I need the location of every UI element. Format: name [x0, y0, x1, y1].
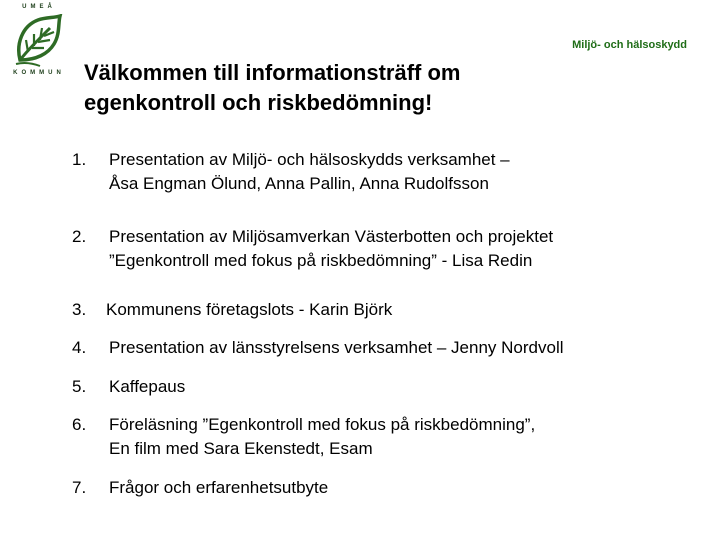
agenda-line: Åsa Engman Ölund, Anna Pallin, Anna Rudolfsson	[109, 174, 489, 193]
umea-kommun-logo	[10, 4, 68, 76]
agenda-number: 6.	[72, 415, 87, 434]
department-label: Miljö- och hälsoskydd	[572, 39, 687, 51]
logo-top-text: UMEÅ	[22, 4, 56, 10]
agenda-number: 4.	[72, 338, 87, 357]
agenda-line: Presentation av Miljö- och hälsoskydds verksamhet –	[109, 150, 510, 169]
agenda-text	[109, 225, 689, 273]
agenda-line: Föreläsning ”Egenkontroll med fokus på riskbedömning”,	[109, 415, 536, 434]
agenda-line: Presentation av länsstyrelsens verksamhet – Jenny Nordvoll	[109, 338, 564, 357]
agenda-number: 5.	[72, 377, 87, 396]
page-title: Välkommen till informationsträff om egenkontroll och riskbedömning!	[84, 60, 461, 115]
agenda-text	[109, 413, 689, 461]
agenda-line: Presentation av Miljösamverkan Västerbotten och projektet	[109, 227, 554, 246]
agenda-number: 2.	[72, 227, 87, 246]
agenda-line: ”Egenkontroll med fokus på riskbedömning” - Lisa Redin	[109, 251, 533, 270]
agenda-text	[109, 375, 689, 399]
agenda-text	[106, 298, 686, 322]
agenda-line: Kaffepaus	[109, 377, 186, 396]
agenda-text	[109, 148, 689, 196]
agenda-line: Kommunens företagslots - Karin Björk	[106, 300, 393, 319]
logo-bottom-text: KOMMUN	[13, 70, 65, 76]
agenda-number: 7.	[72, 478, 87, 497]
agenda-text	[109, 476, 689, 500]
agenda-line: Frågor och erfarenhetsutbyte	[109, 478, 329, 497]
agenda-number: 3.	[72, 300, 87, 319]
agenda-number: 1.	[72, 150, 87, 169]
agenda-line: En film med Sara Ekenstedt, Esam	[109, 439, 373, 458]
leaf-icon	[14, 14, 64, 68]
agenda-text	[109, 336, 689, 360]
